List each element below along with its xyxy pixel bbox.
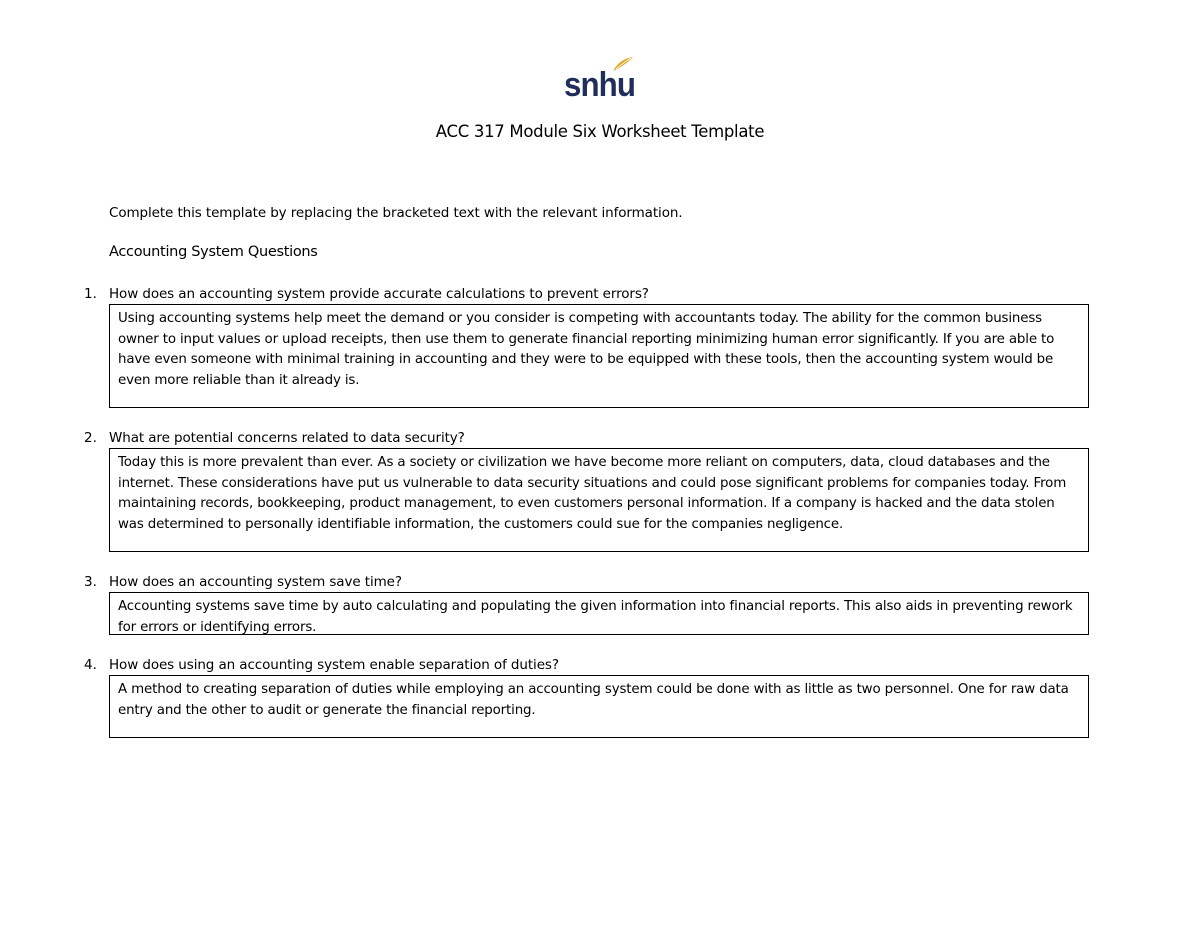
section-heading: Accounting System Questions <box>109 244 318 260</box>
question-text: How does an accounting system save time? <box>109 574 402 590</box>
question-number: 3. <box>84 574 97 590</box>
instructions-text: Complete this template by replacing the bracketed text with the relevant information. <box>109 205 683 221</box>
question-number: 2. <box>84 430 97 446</box>
answer-box[interactable]: Today this is more prevalent than ever. As a society or civilization we have become more reliant on computers, data, cloud databases and the internet. These considerations have put us vulnerable to data security situations and could pose significant problems for companies today. From maintaining records, bookkeeping, product management, to even customers personal information. If a company is hacked and the data stolen was determined to personally identifiable information, the customers could sue for the companies negligence. <box>109 448 1089 552</box>
answer-box[interactable]: A method to creating separation of duties while employing an accounting system could be done with as little as two personnel. One for raw data entry and the other to audit or generate the financial reporting. <box>109 675 1089 738</box>
question-number: 4. <box>84 657 97 673</box>
answer-box[interactable]: Using accounting systems help meet the demand or you consider is competing with accountants today. The ability for the common business owner to input values or upload receipts, then use them to generate financial reporting minimizing human error significantly. If you are able to have even someone with minimal training in accounting and they were to be equipped with these tools, then the accounting system would be even more reliable than it already is. <box>109 304 1089 408</box>
question-text: How does an accounting system provide accurate calculations to prevent errors? <box>109 286 649 302</box>
page-title: ACC 317 Module Six Worksheet Template <box>435 122 765 141</box>
question-text: How does using an accounting system enable separation of duties? <box>109 657 559 673</box>
logo-text: snhu <box>564 66 636 104</box>
snhu-logo <box>564 56 636 104</box>
answer-box[interactable]: Accounting systems save time by auto calculating and populating the given information into financial reports. This also aids in preventing rework for errors or identifying errors. <box>109 592 1089 635</box>
question-text: What are potential concerns related to data security? <box>109 430 465 446</box>
question-number: 1. <box>84 286 97 302</box>
